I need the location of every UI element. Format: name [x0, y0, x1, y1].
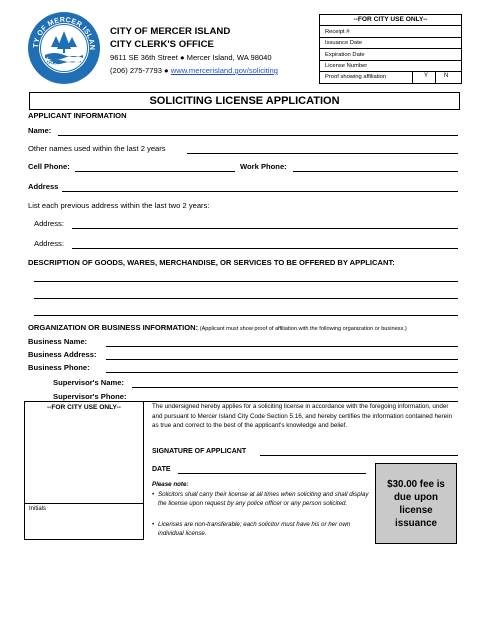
org-note: (Applicant must show proof of affiliation with the following organization or business.)	[198, 326, 407, 332]
org-heading: ORGANIZATION OR BUSINESS INFORMATION:	[28, 323, 199, 332]
cell-phone-label: Cell Phone:	[28, 162, 70, 171]
office-contact	[110, 66, 278, 75]
other-names-label: Other names used within the last 2 years	[28, 144, 166, 153]
goods-line-3[interactable]	[34, 315, 458, 316]
proof-no-label: N	[444, 73, 449, 79]
applicant-info-heading: APPLICANT INFORMATION	[28, 111, 127, 120]
receipt-field[interactable]	[320, 37, 461, 38]
expiration-date-label: Expiration Date	[325, 52, 365, 58]
fee-box	[375, 463, 457, 544]
city-use-bottom-title: --FOR CITY USE ONLY--	[46, 404, 121, 411]
form-title: SOLICITING LICENSE APPLICATION	[29, 92, 460, 110]
note-1	[152, 490, 376, 509]
supervisor-name-field[interactable]	[132, 387, 458, 388]
bullet-icon: •	[152, 521, 155, 528]
fee-text: $30.00 fee is due upon license issuance	[387, 478, 445, 529]
business-address-label: Business Address:	[28, 350, 97, 359]
note-1-text: Solicitors shall carry their license at all times when soliciting and shall display the license upon request by any police officer or any person solicited.	[158, 491, 369, 508]
name-label: Name:	[28, 126, 52, 135]
office-name: CITY OF MERCER ISLAND	[110, 26, 231, 37]
supervisor-name-label: Supervisor's Name:	[53, 378, 125, 387]
date-label: DATE	[152, 466, 171, 473]
prev-addresses-label: List each previous address within the last two 2 years:	[28, 201, 210, 210]
business-phone-label: Business Phone:	[28, 363, 90, 372]
issuance-date-label: Issuance Date	[325, 40, 363, 46]
proof-yes-label: Y	[424, 73, 429, 79]
work-phone-field[interactable]	[293, 171, 458, 172]
signature-field[interactable]	[260, 455, 458, 456]
signature-label: SIGNATURE OF APPLICANT	[152, 448, 247, 455]
cell-phone-field[interactable]	[75, 171, 235, 172]
city-seal-logo	[27, 11, 101, 85]
goods-line-2[interactable]	[34, 298, 458, 299]
prev-address2-label: Address:	[34, 239, 64, 248]
license-number-label: License Number	[325, 63, 368, 69]
business-name-field[interactable]	[106, 346, 458, 347]
bullet-icon: •	[152, 491, 155, 498]
other-names-field[interactable]	[187, 153, 458, 154]
prev-address2-field[interactable]	[72, 248, 458, 249]
address-field[interactable]	[62, 191, 458, 192]
declaration-text: The undersigned hereby applies for a soliciting license in accordance with the foregoing information, under and pursuant to Mercer Island City Code Section 5.16, and hereby certifies the information contained herein as true and correct to the best of the applicant's knowledge and belief.	[152, 403, 452, 430]
city-use-box-top	[319, 14, 462, 84]
goods-heading: DESCRIPTION OF GOODS, WARES, MERCHANDISE, OR SERVICES TO BE OFFERED BY APPLICANT:	[28, 258, 395, 267]
office-phone: (206) 275-7793 ●	[110, 66, 171, 75]
prev-address1-label: Address:	[34, 219, 64, 228]
note-2-text: Licenses are non-transferable; each solicitor must have his or her own individual license.	[158, 521, 351, 538]
supervisor-phone-label: Supervisor's Phone:	[53, 392, 127, 401]
city-use-title: --FOR CITY USE ONLY--	[353, 16, 428, 23]
city-use-box-bottom	[24, 401, 144, 540]
business-phone-field[interactable]	[106, 372, 458, 373]
please-note-label: Please note:	[152, 481, 189, 488]
office-dept: CITY CLERK'S OFFICE	[110, 39, 214, 50]
note-2	[152, 520, 376, 539]
business-name-label: Business Name:	[28, 337, 88, 346]
name-field[interactable]	[58, 135, 458, 136]
date-field[interactable]	[178, 473, 366, 474]
work-phone-label: Work Phone:	[240, 162, 287, 171]
business-address-field[interactable]	[106, 359, 458, 360]
initials-label: Initials	[29, 506, 47, 512]
prev-address1-field[interactable]	[72, 228, 458, 229]
website-link[interactable]: www.mercerisland.gov/soliciting	[170, 66, 278, 75]
goods-line-1[interactable]	[34, 281, 458, 282]
seal-text-top: TY OF MERCER ISLAN	[30, 14, 98, 51]
receipt-label: Receipt #	[325, 29, 350, 35]
seal-text-bottom: WASHINGTON	[43, 57, 85, 72]
address-label: Address	[28, 182, 59, 191]
proof-affiliation-label: Proof showing affiliation	[325, 74, 387, 80]
office-address: 9611 SE 36th Street ● Mercer Island, WA 98040	[110, 53, 272, 62]
org-heading-row	[28, 323, 407, 332]
